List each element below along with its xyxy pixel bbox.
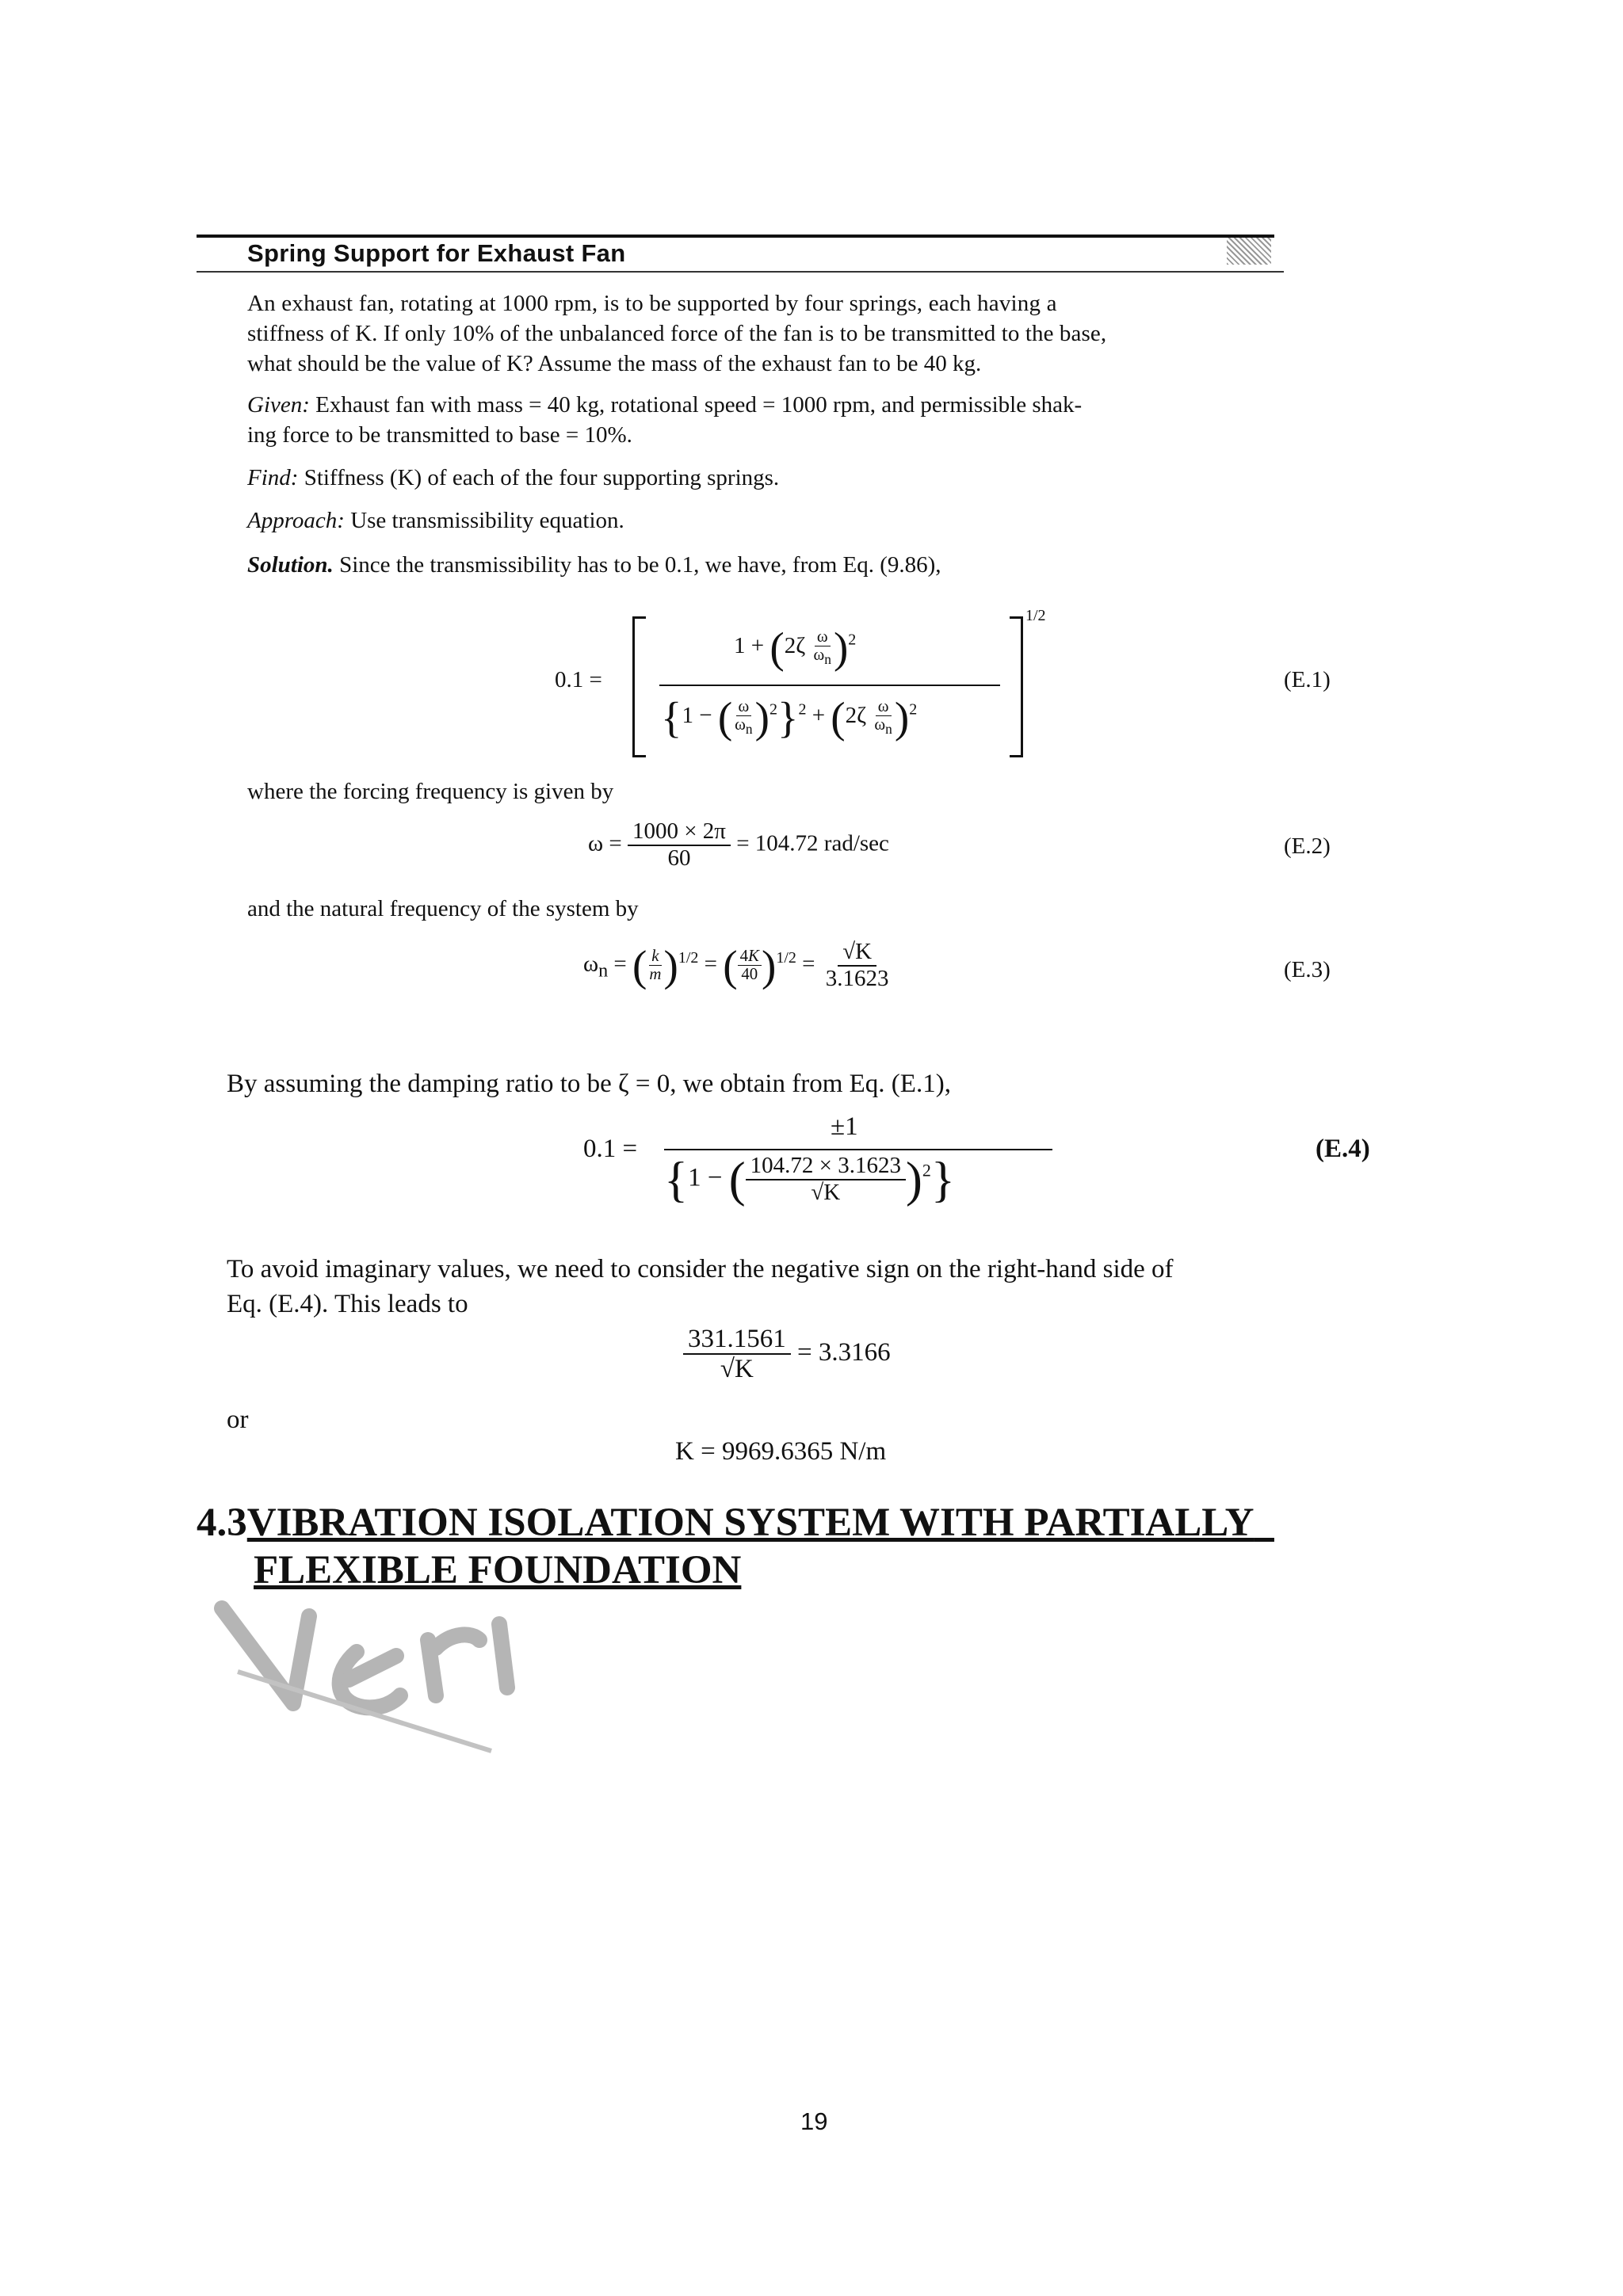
eq2-num: 1000 × 2π [628, 819, 731, 846]
eq3-label: (E.3) [1284, 957, 1331, 982]
given-line: Exhaust fan with mass = 40 kg, rotational speed = 1000 rpm, and permissible shak- [315, 392, 1083, 418]
problem-line: stiffness of K. If only 10% of the unbalanced force of the fan is to be transmitted to the base, [247, 321, 1107, 346]
page-number: 19 [800, 2107, 828, 2135]
section-title-line2: FLEXIBLE FOUNDATION [254, 1548, 742, 1592]
forcing-text: where the forcing frequency is given by [247, 779, 614, 804]
eq2-label: (E.2) [1284, 833, 1331, 859]
eq5-den: √K [720, 1355, 754, 1384]
eq1-fraction-bar [659, 685, 1000, 686]
approach-text: Use transmissibility equation. [350, 508, 624, 533]
given-line: ing force to be transmitted to base = 10%. [247, 422, 632, 448]
eq3-num: √K [838, 940, 876, 967]
eq1-label: (E.1) [1284, 667, 1331, 692]
imaginary-text [227, 1252, 1400, 1322]
eq1-right-bracket [1010, 616, 1023, 757]
eq2-rhs: = 104.72 rad/sec [736, 830, 889, 856]
natural-text: and the natural frequency of the system by [247, 896, 639, 921]
eq5-rhs: = 3.3166 [797, 1337, 891, 1367]
solution-text: Since the transmissibility has to be 0.1, we have, from Eq. (9.86), [339, 552, 941, 578]
eq1-lhs: 0.1 = [555, 667, 602, 692]
scan-smudge [1227, 238, 1271, 265]
eq5-num: 331.1561 [683, 1325, 791, 1355]
watermark-logo [198, 1577, 594, 1759]
section-title-line1: VIBRATION ISOLATION SYSTEM WITH PARTIALLY [246, 1501, 1254, 1545]
or-text: or [227, 1405, 249, 1434]
eq2-den: 60 [667, 845, 691, 871]
eq1-denominator: {1 − ( $\frac{\omega}{\omega_n}$ )$^2$}$^2$ + (2ζ $\frac{\omega}{\omega_n}$ )$^2$ [661, 693, 918, 742]
solution-label: Solution. [247, 552, 334, 578]
given-label: Given: [247, 392, 310, 418]
eq4-label: (E.4) [1316, 1135, 1370, 1163]
solution-block [247, 550, 941, 580]
imaginary-line: Eq. (E.4). This leads to [227, 1290, 468, 1318]
approach-label: Approach: [247, 508, 345, 533]
equation-e6: K = 9969.6365 N/m [675, 1437, 887, 1466]
eq4-lhs: 0.1 = [583, 1135, 638, 1163]
equation-e2 [588, 819, 889, 871]
imaginary-line: To avoid imaginary values, we need to consider the negative sign on the right-hand side of [227, 1255, 1174, 1283]
eq4-inner-num: 104.72 × 3.1623 [746, 1154, 906, 1180]
equation-e1 [555, 602, 1046, 761]
find-label: Find: [247, 465, 299, 490]
example-header-rule [197, 235, 1274, 238]
eq3-den: 3.1623 [825, 965, 889, 991]
problem-statement [247, 288, 1357, 379]
equation-e5 [683, 1325, 891, 1384]
assume-text: By assuming the damping ratio to be ζ = 0, we obtain from Eq. (E.1), [227, 1070, 951, 1098]
eq1-numerator: 1 + (2ζ $\frac{\omega}{\omega_n}$ )$^2$ [734, 624, 857, 672]
find-block [247, 463, 779, 493]
approach-block [247, 505, 624, 536]
equation-e3: $\omega_n$ = ( $\frac{k}{m}$ )$^{1/2}$ = ( $\frac{4K}{40}$ )$^{1/2}$ = $\frac{√K}{3.1623}$ [583, 940, 894, 992]
section-heading [197, 1499, 1274, 1594]
eq2-lhs: ω = [588, 830, 622, 856]
example-title-underline [197, 271, 1284, 273]
find-text: Stiffness (K) of each of the four supporting springs. [304, 465, 780, 490]
example-title: Spring Support for Exhaust Fan [247, 239, 626, 267]
eq4-inner-den: √K [811, 1179, 841, 1205]
problem-line: what should be the value of K? Assume the mass of the exhaust fan to be 40 kg. [247, 351, 982, 376]
eq1-left-bracket [632, 616, 646, 757]
given-block [247, 390, 1357, 450]
eq4-denominator: {1 − ( $\frac{104.72 \times 3.1623}{√K}$ )$^2$} [664, 1151, 955, 1207]
equation-e4 [583, 1112, 1059, 1247]
problem-line: An exhaust fan, rotating at 1000 rpm, is to be supported by four springs, each having a [247, 291, 1057, 316]
eq1-power: 1/2 [1025, 607, 1046, 624]
eq4-fraction-bar [664, 1149, 1052, 1150]
section-number: 4.3 [197, 1501, 247, 1545]
eq4-num: ±1 [831, 1112, 858, 1141]
